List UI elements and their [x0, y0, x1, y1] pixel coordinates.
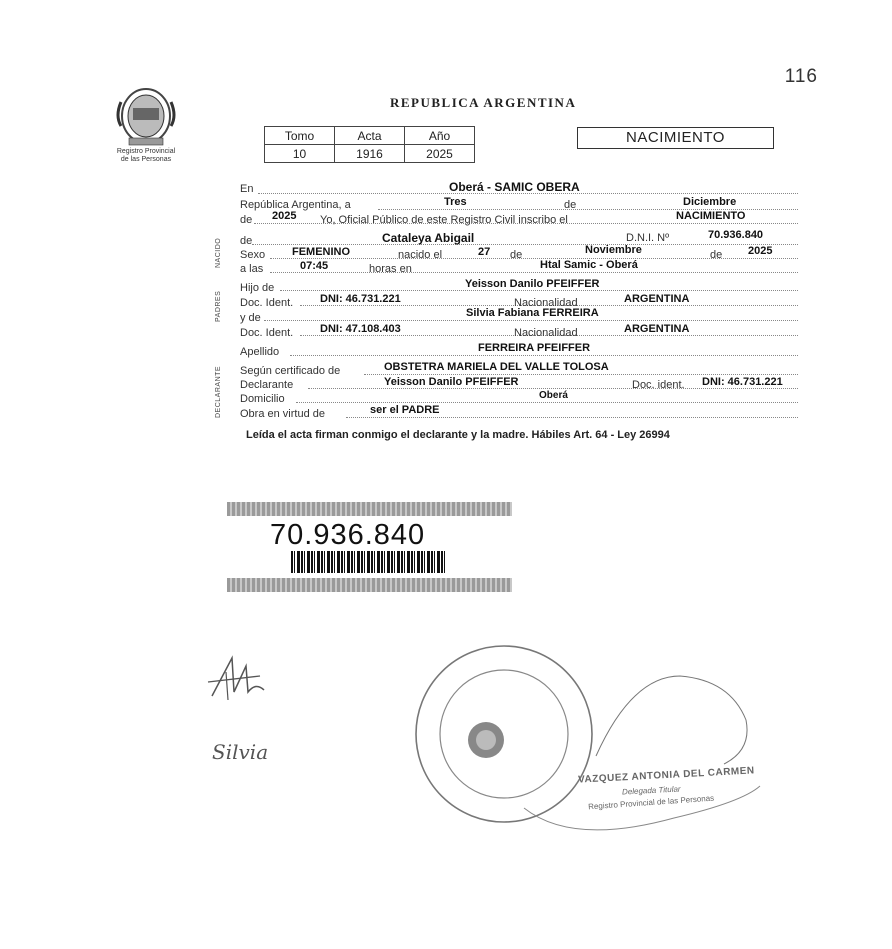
- dotted-line: [296, 402, 798, 403]
- value-dni: 70.936.840: [708, 229, 764, 241]
- value-anio-nac: 2025: [748, 245, 773, 257]
- side-label-padres: PADRES: [215, 290, 222, 322]
- value-tomo: 10: [265, 145, 335, 163]
- page-number: 116: [784, 66, 818, 87]
- label-y-de: y de: [240, 312, 261, 324]
- value-padre: Yeisson Danilo PFEIFFER: [465, 278, 600, 290]
- dotted-line: [280, 290, 798, 291]
- value-mes: Diciembre: [683, 196, 737, 208]
- value-declarante-dni: DNI: 46.731.221: [702, 376, 783, 388]
- value-certificado: OBSTETRA MARIELA DEL VALLE TOLOSA: [384, 361, 609, 373]
- seal-org: Registro Provincial de las Personas: [587, 793, 715, 812]
- label-de2: de: [240, 214, 253, 226]
- label-doc-ident2: Doc. Ident.: [240, 327, 294, 339]
- logo-text-line1: Registro Provincial: [116, 148, 176, 155]
- value-mes-nac: Noviembre: [585, 244, 642, 256]
- barcode-number: 70.936.840: [270, 519, 426, 551]
- dotted-line: [308, 388, 798, 389]
- seal-name: VAZQUEZ ANTONIA DEL CARMEN: [577, 765, 755, 786]
- label-horas-en: horas en: [369, 263, 412, 275]
- label-dni-no: D.N.I. Nº: [626, 232, 670, 244]
- label-de: de: [564, 199, 577, 211]
- value-madre-nac: ARGENTINA: [624, 323, 690, 335]
- dotted-line: [346, 417, 798, 418]
- label-declarante: Declarante: [240, 379, 294, 391]
- label-nacionalidad: Nacionalidad: [514, 297, 578, 309]
- value-lugar-nac: Htal Samic - Oberá: [540, 259, 638, 271]
- label-a-las: a las: [240, 263, 264, 275]
- mother-signature: Silvia: [212, 740, 269, 764]
- dotted-line: [364, 374, 798, 375]
- value-hora: 07:45: [300, 260, 329, 272]
- closing-statement: Leída el acta firman conmigo el declarante y la madre. Hábiles Art. 64 - Ley 26994: [246, 429, 670, 441]
- value-padre-dni: DNI: 46.731.221: [320, 293, 401, 305]
- label-de3: de: [240, 235, 253, 247]
- header-tomo: Tomo: [265, 127, 335, 145]
- header-acta: Acta: [335, 127, 405, 145]
- dotted-line: [290, 355, 798, 356]
- value-anio: 2025: [405, 145, 475, 163]
- value-sexo: FEMENINO: [292, 246, 351, 258]
- side-label-nacido: NACIDO: [215, 237, 222, 268]
- label-domicilio: Domicilio: [240, 393, 285, 405]
- label-nacionalidad2: Nacionalidad: [514, 327, 578, 339]
- label-segun: Según certificado de: [240, 365, 341, 377]
- label-nacido-el: nacido el: [398, 249, 443, 261]
- seal-role: Delegada Titular: [621, 784, 681, 797]
- label-apellido: Apellido: [240, 346, 280, 358]
- dotted-line: [264, 320, 798, 321]
- registry-logo: [106, 86, 186, 164]
- barcode-band-top: [227, 502, 512, 516]
- value-acta: 1916: [335, 145, 405, 163]
- value-apellido: FERREIRA PFEIFFER: [478, 342, 591, 354]
- label-yo: Yo, Oficial Público de este Registro Civil inscribo el: [320, 214, 568, 226]
- logo-text-line2: de las Personas: [120, 156, 172, 163]
- label-obra: Obra en virtud de: [240, 408, 325, 420]
- value-madre: Silvia Fabiana FERREIRA: [466, 307, 599, 319]
- label-doc-ident: Doc. Ident.: [240, 297, 294, 309]
- dotted-line: [270, 272, 798, 273]
- document-title: REPUBLICA ARGENTINA: [390, 95, 577, 110]
- value-dia-nac: 27: [478, 246, 491, 258]
- record-type-box: NACIMIENTO: [577, 127, 774, 149]
- value-domicilio: Oberá: [539, 390, 568, 401]
- label-doc-ident3: Doc. ident.: [632, 379, 685, 391]
- barcode: [291, 551, 447, 573]
- label-republica: República Argentina, a: [240, 199, 351, 211]
- value-madre-dni: DNI: 47.108.403: [320, 323, 401, 335]
- label-de5: de: [710, 249, 723, 261]
- value-padre-nac: ARGENTINA: [624, 293, 690, 305]
- label-sexo: Sexo: [240, 249, 266, 261]
- value-nombre: Cataleya Abigail: [382, 231, 475, 245]
- registry-table: [264, 126, 475, 163]
- coat-of-arms-icon: [111, 86, 181, 148]
- value-declarante: Yeisson Danilo PFEIFFER: [384, 376, 519, 388]
- side-label-declarante: DECLARANTE: [215, 365, 222, 418]
- dotted-line: [252, 244, 798, 245]
- value-lugar: Oberá - SAMIC OBERA: [449, 180, 580, 194]
- value-obra: ser el PADRE: [370, 404, 440, 416]
- label-hijo-de: Hijo de: [240, 282, 275, 294]
- value-anio: 2025: [272, 210, 297, 222]
- value-dia: Tres: [444, 196, 467, 208]
- label-en: En: [240, 183, 254, 195]
- declarant-signature: [204, 652, 274, 704]
- header-anio: Año: [405, 127, 475, 145]
- value-acto: NACIMIENTO: [676, 210, 746, 222]
- barcode-band-bottom: [227, 578, 512, 592]
- label-de4: de: [510, 249, 523, 261]
